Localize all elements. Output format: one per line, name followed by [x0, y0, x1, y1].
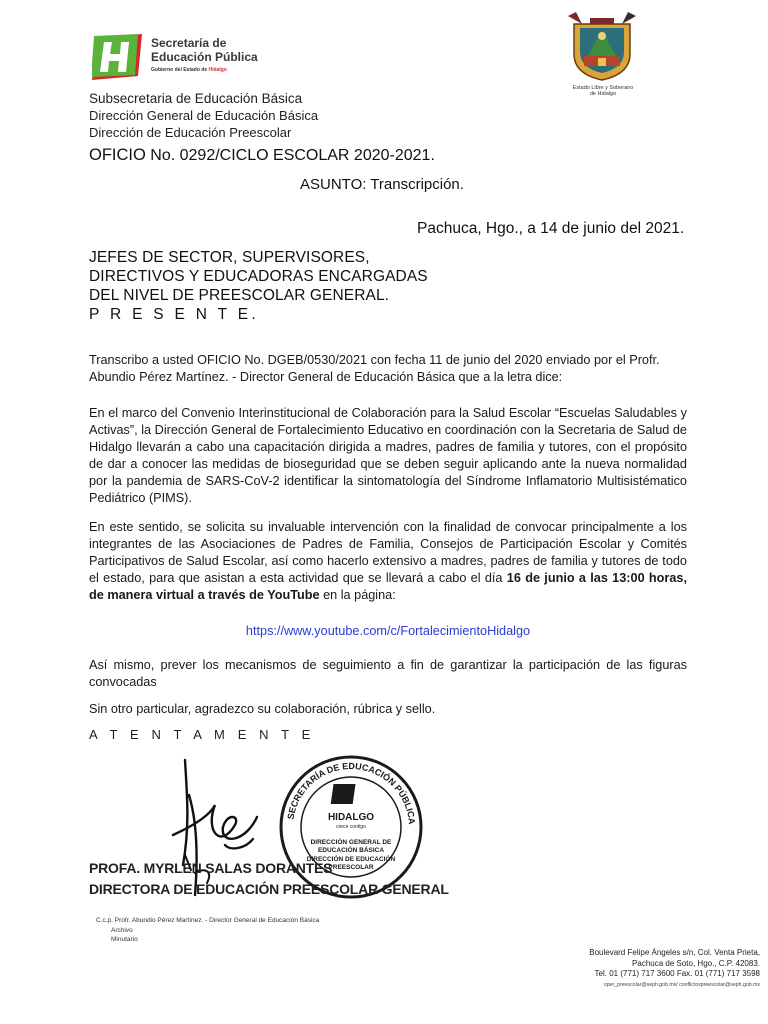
seal-ring-text: SECRETARÍA DE EDUCACIÓN PÚBLICA — [285, 760, 418, 825]
ccp-line-1: C.c.p. Profr. Abundio Pérez Martínez. - Director General de Educación Básica — [96, 917, 320, 924]
body-paragraph-3 — [89, 519, 687, 604]
paragraph-3-text-b: en la página: — [319, 588, 396, 602]
recipient-line-1: JEFES DE SECTOR, SUPERVISORES, — [89, 249, 370, 266]
paragraph-3-bold: 16 de junio a las 13:00 horas, de manera virtual a través de YouTube — [89, 571, 687, 602]
sep-logo-text — [151, 36, 258, 64]
body-paragraph-1: Transcribo a usted OFICIO No. DGEB/0530/2021 con fecha 11 de junio del 2020 enviado por el Profr. Abundio Pérez Martínez. - Director General de Educación Básica que a la letra dice: — [89, 353, 660, 384]
sep-logo-sub-prefix: Gobierno del Estado de — [151, 67, 208, 73]
sep-logo-line1: Secretaría de — [151, 36, 227, 50]
ccp-line-3: Minutario — [111, 936, 138, 943]
footer-address — [589, 948, 760, 990]
sep-logo-sub-state: Hidalgo — [208, 67, 227, 73]
signer-title: DIRECTORA DE EDUCACIÓN PREESCOLAR GENERAL — [89, 881, 449, 897]
recipient-presente: P R E S E N T E. — [89, 306, 259, 323]
crest-caption-line1: Estado Libre y Soberano — [572, 85, 634, 91]
closing-atentamente: A T E N T A M E N T E — [89, 727, 315, 742]
body-paragraph-2: En el marco del Convenio Interinstitucional de Colaboración para la Salud Escolar “Escuelas Saludables y Activas”, la Dirección General de Fortalecimiento Educativo en coordinación con la Secretaria de Salud de Hidalgo llevarán a cabo una capacitación dirigida a madres, padres de familia y tutores, con el propósito de dar a conocer las medidas de bioseguridad que se deben seguir aplicando ante la nueva normalidad por la pandemia de SARS-CoV-2 identificar la sintomatología del Síndrome Inflamatorio Multisistématico Pediátrico (PIMS). — [89, 406, 687, 505]
body-paragraph-4: Así mismo, prever los mecanismos de seguimiento a fin de garantizar la participación de las figuras convocadas — [89, 658, 687, 689]
sep-logo-line2: Educación Pública — [151, 50, 258, 64]
seal-state: HIDALGO — [327, 812, 375, 823]
body-paragraph-5: Sin otro particular, agradezco su colaboración, rúbrica y sello. — [89, 702, 436, 716]
footer-line-3: Tel. 01 (771) 717 3600 Fax. 01 (771) 717 3598 — [594, 969, 760, 978]
seal-line-4: PREESCOLAR — [328, 864, 374, 871]
youtube-link[interactable]: https://www.youtube.com/c/FortalecimientoHidalgo — [245, 624, 531, 638]
ccp-line-2: Archivo — [111, 926, 133, 934]
seal-line-3: DIRECCIÓN DE EDUCACIÓN — [306, 856, 396, 863]
footer-line-1: Boulevard Felipe Ángeles s/n, Col. Venta Prieta, — [589, 948, 760, 957]
ccp-block — [96, 916, 319, 945]
header-line-1: Subsecretaria de Educación Básica — [89, 91, 303, 106]
signer-name: PROFA. MYRLEN SALAS DORANTES — [89, 860, 333, 876]
header-line-3: Dirección de Educación Preescolar — [89, 125, 292, 140]
hidalgo-crest-icon — [566, 10, 638, 82]
oficio-label: OFICIO — [89, 146, 146, 164]
seal-line-2: EDUCACIÓN BÁSICA — [317, 847, 385, 854]
asunto: ASUNTO: Transcripción. — [300, 176, 464, 193]
date-line: Pachuca, Hgo., a 14 de junio del 2021. — [417, 220, 685, 237]
crest-caption-line2: de Hidalgo — [589, 91, 617, 97]
recipient-block — [89, 248, 428, 324]
seal-state-sub: crece contigo — [336, 824, 366, 830]
footer-line-2: Pachuca de Soto, Hgo., C.P. 42083. — [632, 958, 760, 968]
oficio-number — [89, 146, 435, 165]
header-line-2: Dirección General de Educación Básica — [89, 108, 319, 123]
recipient-line-3: DEL NIVEL DE PREESCOLAR GENERAL. — [89, 287, 390, 304]
recipient-line-2: DIRECTIVOS Y EDUCADORAS ENCARGADAS — [89, 268, 428, 285]
seal-line-1: DIRECCIÓN GENERAL DE — [310, 839, 392, 846]
sep-logo-icon — [92, 34, 142, 80]
footer-emails: oper_preescolar@seph.gob.mx/ conflictospreescolar@seph.gob.mx — [603, 981, 760, 988]
crest-caption — [560, 85, 646, 97]
sep-logo-subtitle — [151, 67, 227, 73]
paragraph-3-text-a: En este sentido, se solicita su invaluable intervención con la finalidad de convocar principalmente a los integrantes de las Asociaciones de Padres de Familia, Consejos de Participación Escolar y Comités Participativos de Salud Escolar, así como hacerlo extensivo a madres, padres de familia y tutores de todo el estado, para que asistan a esta actividad que se llevará a cabo el día — [89, 520, 687, 585]
letterhead-departments — [89, 90, 318, 141]
oficio-number-value: No. 0292/CICLO ESCOLAR 2020-2021. — [145, 147, 435, 164]
